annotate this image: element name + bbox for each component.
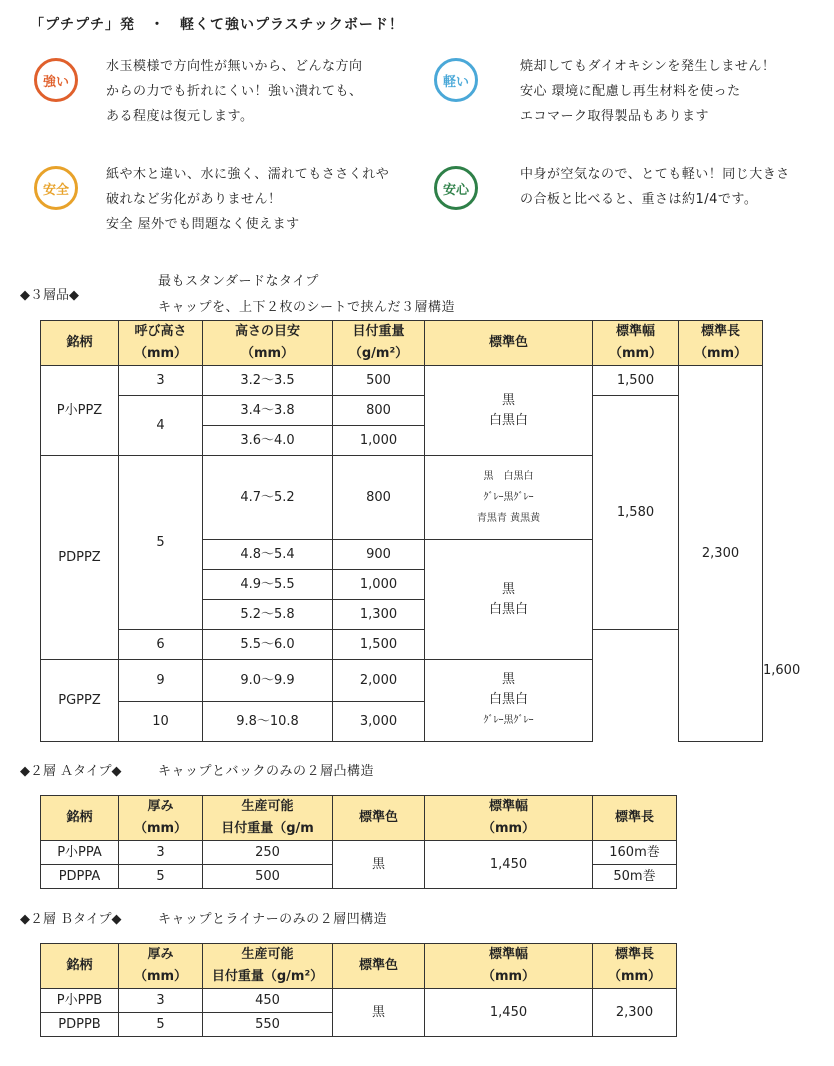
weight-cell: 500 [203, 865, 333, 889]
col-brand: 銘柄 [41, 796, 119, 841]
feature-text: 水玉模様で方向性が無いから、どんな方向 からの力でも折れにくい！強い潰れても、 ある程度は復元します。 [106, 59, 363, 124]
col-weight: 生産可能 目付重量（g/m [203, 796, 333, 841]
table-row [41, 841, 677, 865]
strong-badge-icon: 強い [34, 58, 78, 102]
table-row: 5.2～5.8 1,300 1,600 [41, 600, 763, 630]
length-cell: 50m巻 [593, 865, 677, 889]
weight-cell: 800 [333, 396, 425, 426]
weight-cell: 1,000 [333, 426, 425, 456]
section-2b-label: ◆２層 Ｂタイプ◆ [20, 912, 122, 927]
col-height: 高さの目安 （mm） [203, 321, 333, 366]
feature-secure [434, 162, 834, 242]
weight-cell: 900 [333, 540, 425, 570]
feature-text: 焼却してもダイオキシンを発生しません！ 安心 環境に配慮し再生材料を使った エコマーク取得製品もあります [520, 59, 776, 124]
color-cell: 黒 白黒白 [425, 540, 593, 660]
weight-cell: 250 [203, 841, 333, 865]
feature-light [434, 54, 834, 134]
height-cell: 3.4～3.8 [203, 396, 333, 426]
table-row [41, 630, 763, 660]
brand-cell: P小PPB [41, 989, 119, 1013]
col-color: 標準色 [333, 944, 425, 989]
col-thickness: 厚み （mm） [119, 944, 203, 989]
col-length: 標準長 （mm） [593, 944, 677, 989]
brand-cell: PDPPZ [41, 456, 119, 660]
col-width: 標準幅 （mm） [425, 796, 593, 841]
table-row [41, 989, 677, 1013]
color-cell: 黒 白黒白 [425, 366, 593, 456]
table-row [41, 396, 763, 426]
color-cell: 黒 [333, 841, 425, 889]
weight-cell: 500 [333, 366, 425, 396]
brand-cell: PDPPB [41, 1013, 119, 1037]
col-thickness: 厚み （mm） [119, 796, 203, 841]
col-weight: 目付重量 （g/m²） [333, 321, 425, 366]
height-cell: 4.8～5.4 [203, 540, 333, 570]
col-color: 標準色 [425, 321, 593, 366]
table-row [41, 660, 763, 702]
weight-cell: 2,000 [333, 660, 425, 702]
col-brand: 銘柄 [41, 321, 119, 366]
width-cell: 1,500 [593, 366, 679, 396]
width-cell: 1,450 [425, 989, 593, 1037]
length-cell: 2,300 [593, 989, 677, 1037]
weight-cell: 1,500 [333, 630, 425, 660]
nominal-cell: 5 [119, 456, 203, 630]
col-nominal: 呼び高さ （mm） [119, 321, 203, 366]
thickness-cell: 3 [119, 989, 203, 1013]
height-cell: 4.9～5.5 [203, 570, 333, 600]
weight-cell: 3,000 [333, 702, 425, 742]
section-2b-desc: キャップとライナーのみの２層凹構造 [158, 912, 388, 927]
nominal-cell: 6 [119, 630, 203, 660]
brand-cell: P小PPA [41, 841, 119, 865]
table-2b [40, 943, 677, 1037]
section-2a-desc: キャップとバックのみの２層凸構造 [158, 764, 375, 779]
col-length: 標準長 [593, 796, 677, 841]
feature-safe [34, 162, 434, 242]
brand-cell: PDPPA [41, 865, 119, 889]
weight-cell: 450 [203, 989, 333, 1013]
height-cell: 5.2～5.8 [203, 600, 333, 630]
brand-cell: PGPPZ [41, 660, 119, 742]
feature-text: 中身が空気なので、とても軽い！同じ大きさ の合板と比べると、重さは約1/4です。 [520, 167, 790, 207]
col-width: 標準幅 （mm） [593, 321, 679, 366]
col-weight: 生産可能 目付重量（g/m²） [203, 944, 333, 989]
height-cell: 3.2～3.5 [203, 366, 333, 396]
col-length: 標準長 （mm） [679, 321, 763, 366]
weight-cell: 800 [333, 456, 425, 540]
safe-badge-icon: 安全 [34, 166, 78, 210]
feature-strong [34, 54, 434, 134]
weight-cell: 1,300 [333, 600, 425, 630]
color-cell: 黒 白黒白 ｸﾞﾚｰ黒ｸﾞﾚｰ 青黒青 黄黒黄 [425, 456, 593, 540]
weight-cell: 1,000 [333, 570, 425, 600]
nominal-cell: 3 [119, 366, 203, 396]
nominal-cell: 10 [119, 702, 203, 742]
section-3layer-label: ◆３層品◆ [20, 288, 79, 303]
height-cell: 5.5～6.0 [203, 630, 333, 660]
color-cell: 黒 白黒白 ｸﾞﾚｰ黒ｸﾞﾚｰ [425, 660, 593, 742]
table-row [41, 702, 763, 742]
table-2a [40, 795, 677, 889]
section-3layer-desc1: 最もスタンダードなタイプ [158, 274, 319, 289]
width-cell: 1,450 [425, 841, 593, 889]
nominal-cell: 4 [119, 396, 203, 456]
color-cell: 黒 [333, 989, 425, 1037]
brand-cell: P小PPZ [41, 366, 119, 456]
light-badge-icon: 軽い [434, 58, 478, 102]
thickness-cell: 5 [119, 1013, 203, 1037]
weight-cell: 550 [203, 1013, 333, 1037]
secure-badge-icon: 安心 [434, 166, 478, 210]
height-cell: 4.7～5.2 [203, 456, 333, 540]
thickness-cell: 5 [119, 865, 203, 889]
height-cell: 3.6～4.0 [203, 426, 333, 456]
col-brand: 銘柄 [41, 944, 119, 989]
section-2a-label: ◆２層 Ａタイプ◆ [20, 764, 122, 779]
length-cell: 160m巻 [593, 841, 677, 865]
section-3layer-desc2: キャップを、上下２枚のシートで挟んだ３層構造 [158, 300, 456, 315]
feature-text: 紙や木と違い、水に強く、濡れてもささくれや 破れなど劣化がありません！ 安全 屋外でも問題なく使えます [106, 167, 390, 232]
thickness-cell: 3 [119, 841, 203, 865]
col-color: 標準色 [333, 796, 425, 841]
page-title: 「プチプチ」発 ・ 軽くて強いプラスチックボード！ [30, 17, 404, 33]
height-cell: 9.8～10.8 [203, 702, 333, 742]
nominal-cell: 9 [119, 660, 203, 702]
length-cell: 2,300 [679, 366, 763, 742]
table-3layer [40, 320, 801, 742]
height-cell: 9.0～9.9 [203, 660, 333, 702]
width-cell: 1,580 [593, 396, 679, 630]
table-row [41, 366, 763, 396]
col-width: 標準幅 （mm） [425, 944, 593, 989]
